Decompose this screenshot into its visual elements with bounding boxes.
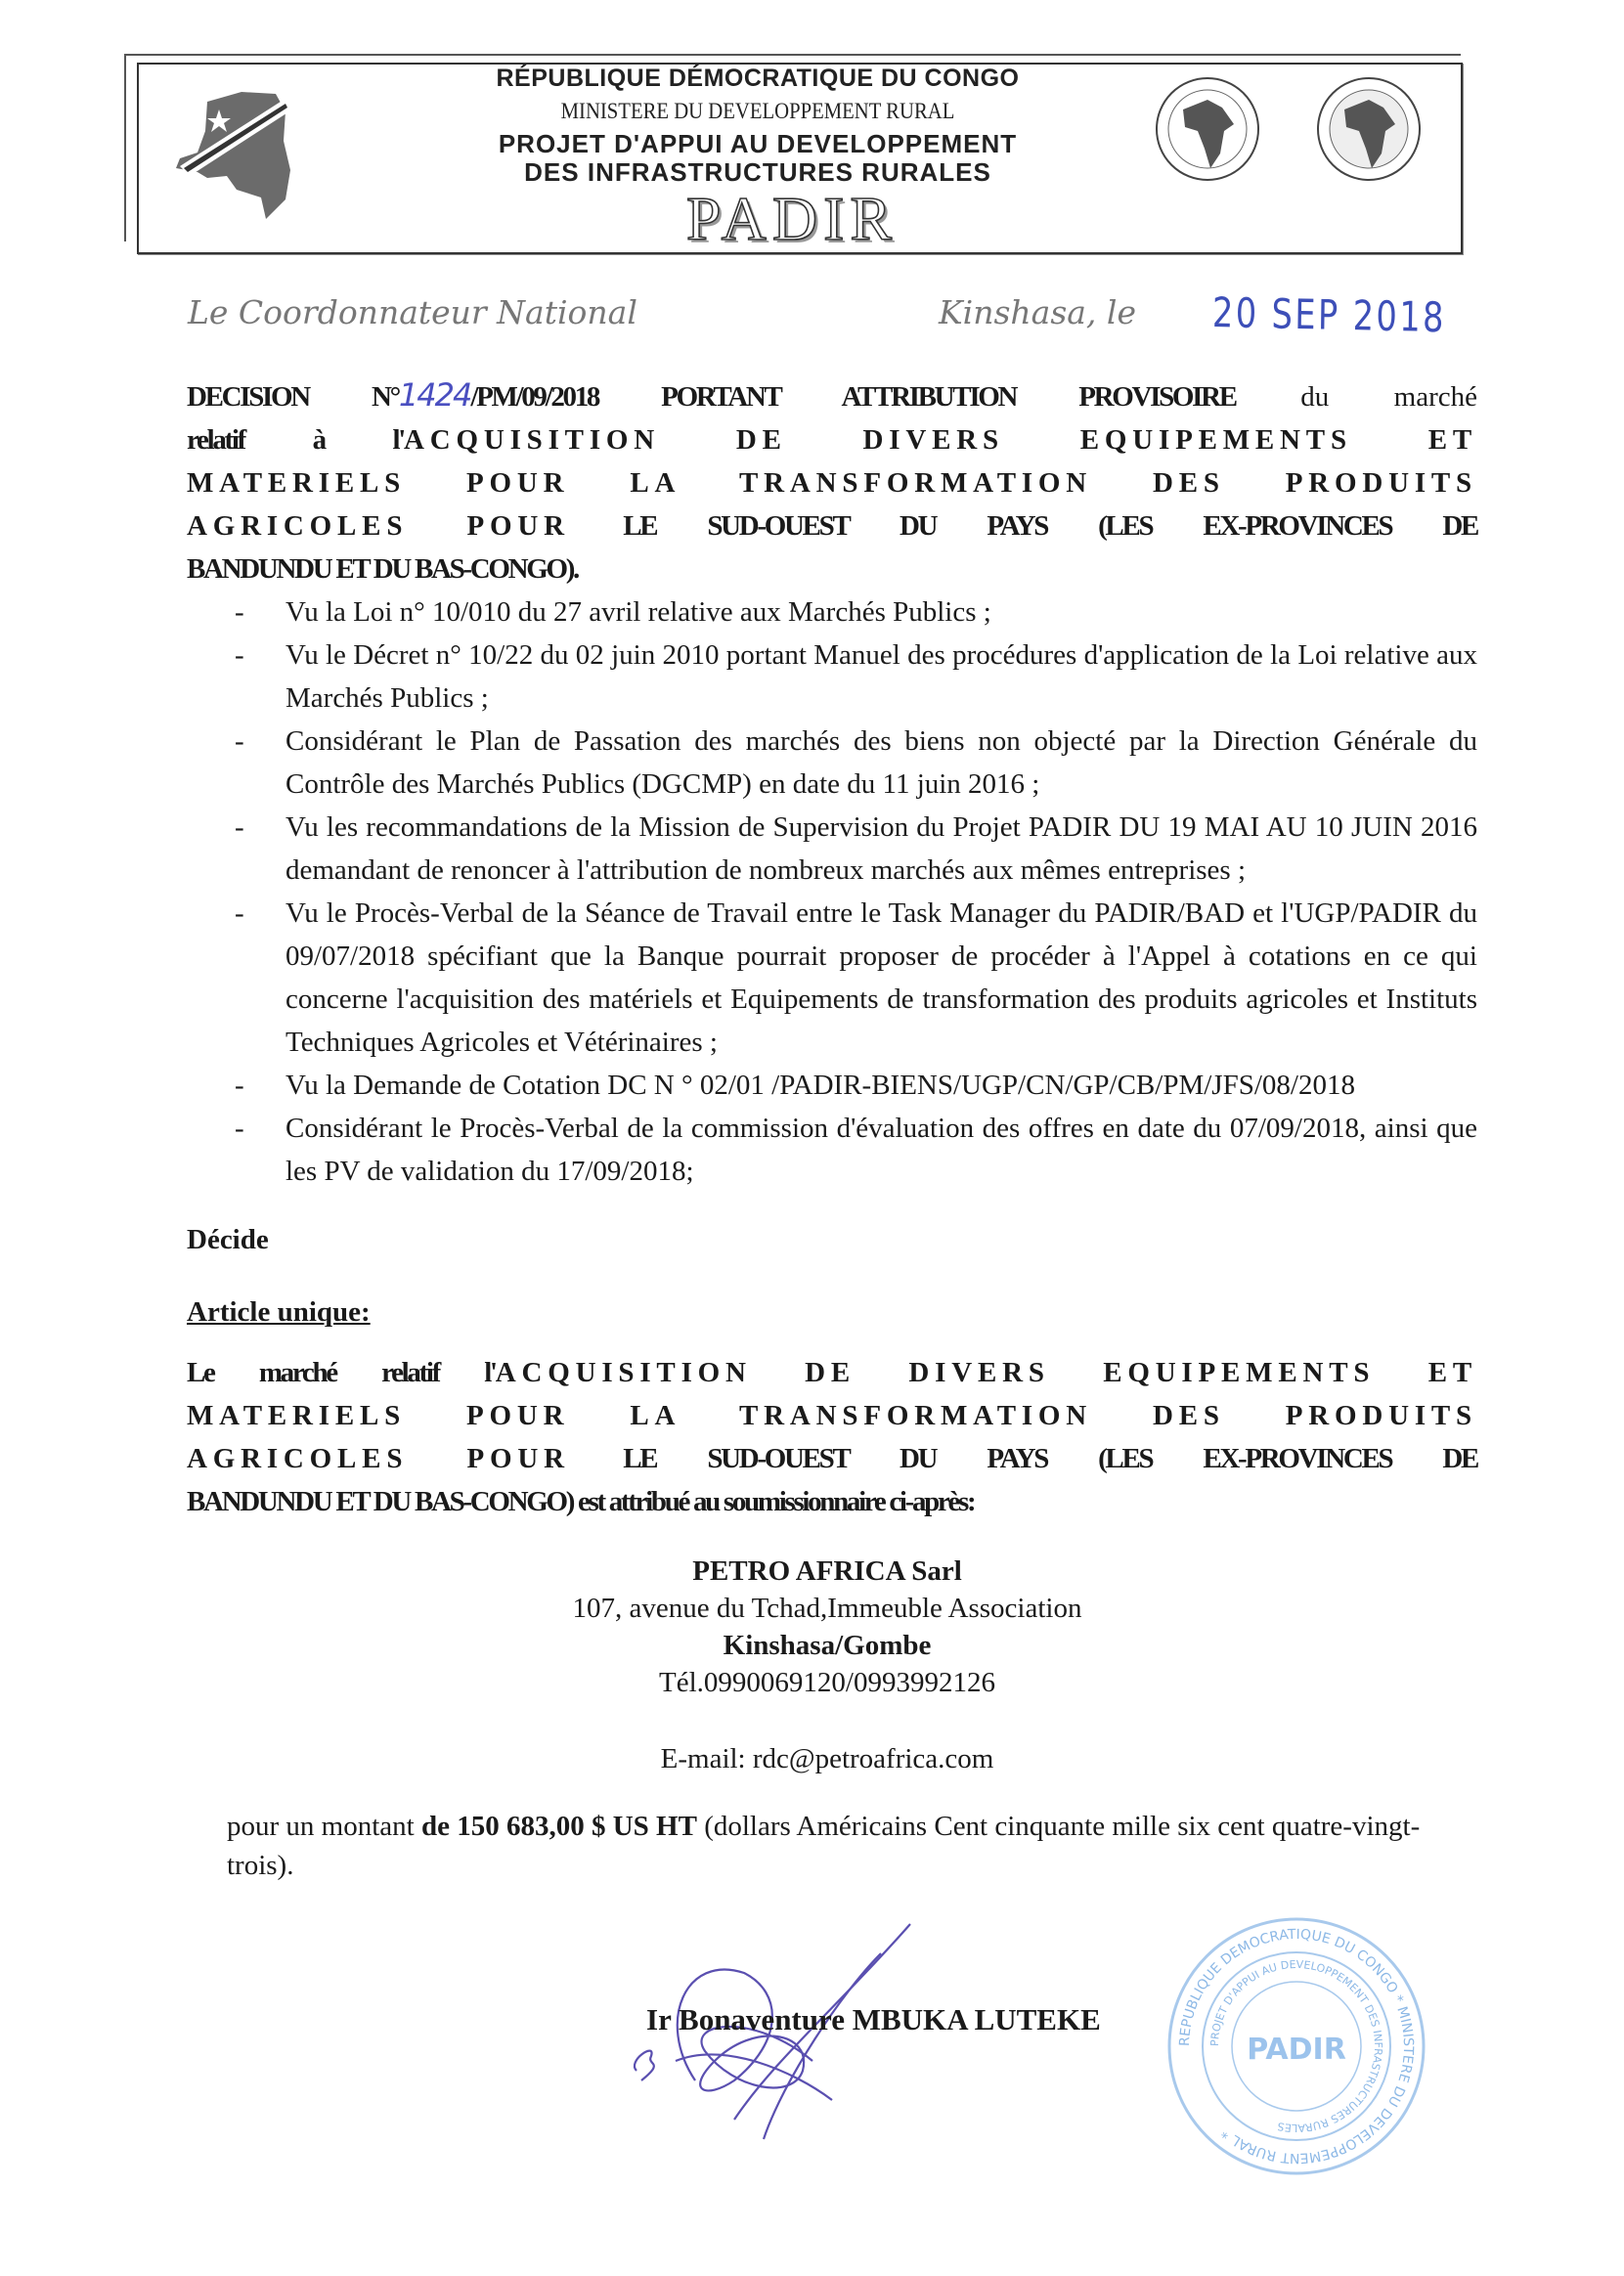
article-line2 bbox=[187, 1394, 1477, 1437]
date-stamp: 20 SEP 2018 bbox=[1211, 288, 1447, 342]
signature-block bbox=[187, 1914, 1477, 2168]
title-text: LE SUD-OUEST DU PAYS (LES EX-PROVINCES DE bbox=[623, 510, 1478, 542]
article-text: MATERIELS POUR LA TRANSFORMATION DES PRODUITS bbox=[187, 1400, 1477, 1431]
awardee-name: PETRO AFRICA Sarl bbox=[692, 1555, 962, 1587]
decision-title-line5 bbox=[187, 547, 1477, 591]
amount-words: (dollars Américains Cent cinquante mille six cent quatre-vingt-trois). bbox=[227, 1811, 1421, 1881]
decision-title-line3 bbox=[187, 461, 1477, 504]
awardee-email: E-mail: rdc@petroafrica.com bbox=[660, 1743, 994, 1774]
article-line4 bbox=[187, 1480, 1477, 1523]
considerations-list bbox=[235, 591, 1477, 1193]
drc-map-flag-logo bbox=[168, 82, 315, 229]
header-acronym-padir: PADIR bbox=[685, 184, 899, 253]
title-text: du marché bbox=[1235, 381, 1477, 413]
consideration-text: Vu la Loi n° 10/010 du 27 avril relative aux Marchés Publics ; bbox=[285, 596, 991, 628]
title-text: MATERIELS POUR LA TRANSFORMATION DES PRODUITS bbox=[187, 467, 1477, 499]
awardee-phone: Tél.0990069120/0993992126 bbox=[659, 1667, 995, 1698]
consideration-item: - Vu les recommandations de la Mission de Supervision du Projet PADIR DU 19 MAI AU 10 JUIN 2016 demandant de renoncer à l'attribution de nombreux marchés aux mêmes entreprises ; bbox=[235, 811, 1477, 886]
consideration-text: Vu les recommandations de la Mission de Supervision du Projet PADIR DU 19 MAI AU 10 JUIN 2016 demandant de renoncer à l'attribution de nombreux marchés aux mêmes entreprises ; bbox=[285, 811, 1477, 886]
consideration-text: Considérant le Procès-Verbal de la commission d'évaluation des offres en date du 07/09/2018, ainsi que les PV de validation du 17/09/2018; bbox=[285, 1113, 1477, 1187]
article-text: Le marché relatif l' bbox=[187, 1357, 496, 1388]
title-text: BANDUNDU ET DU BAS-CONGO). bbox=[187, 553, 578, 585]
stamp-center-text: PADIR bbox=[1247, 2033, 1346, 2067]
amount-prefix: pour un montant bbox=[227, 1811, 421, 1842]
consideration-item: - Considérant le Plan de Passation des marchés des biens non objecté par la Direction Générale du Contrôle des Marchés Publics (DGCMP) en date du 11 juin 2016 ; bbox=[235, 725, 1477, 800]
article-text: LE SUD-OUEST DU PAYS (LES EX-PROVINCES DE bbox=[623, 1443, 1478, 1474]
stamp-inner-text: PROJET D'APPUI AU DEVELOPPEMENT DES INFRASTRUCTURES RURALES bbox=[1207, 1957, 1385, 2135]
article-text: ACQUISITION DE DIVERS EQUIPEMENTS ET bbox=[495, 1357, 1477, 1388]
consideration-item: - Vu la Demande de Cotation DC N ° 02/01 /PADIR-BIENS/UGP/CN/GP/CB/PM/JFS/08/2018 bbox=[235, 1070, 1355, 1101]
article-line3 bbox=[187, 1437, 1477, 1480]
consideration-item: - Vu la Loi n° 10/010 du 27 avril relative aux Marchés Publics ; bbox=[235, 596, 991, 628]
consideration-item: - Vu le Procès-Verbal de la Séance de Travail entre le Task Manager du PADIR/BAD et l'UGP/PADIR du 09/07/2018 spécifiant que la Banque pourrait proposer de procéder à l'Appel à cotations en ce qui concerne l'acquisition des matériels et Equipements de transformation des produits agricoles et Instituts Techniques Agricoles et Vétérinaires ; bbox=[235, 897, 1477, 1058]
title-text: AGRICOLES POUR bbox=[187, 510, 570, 542]
decision-title-line2 bbox=[187, 418, 1477, 461]
article-line1 bbox=[187, 1351, 1477, 1394]
decision-title-line4 bbox=[187, 504, 1477, 547]
afdb-logos bbox=[1154, 70, 1437, 188]
header-project-line2: DES INFRASTRUCTURES RURALES bbox=[524, 157, 991, 187]
consideration-text: Vu le Décret n° 10/22 du 02 juin 2010 portant Manuel des procédures d'application de la Loi relative aux Marchés Publics ; bbox=[285, 639, 1477, 714]
title-text: ACQUISITION DE DIVERS EQUIPEMENTS ET bbox=[403, 424, 1477, 456]
decide-heading: Décide bbox=[187, 1224, 269, 1255]
decision-ref: /PM/09/2018 PORTANT ATTRIBUTION PROVISOIRE bbox=[470, 381, 1236, 413]
signatory-title: Le Coordonnateur National bbox=[188, 293, 637, 331]
consideration-item: - Considérant le Procès-Verbal de la commission d'évaluation des offres en date du 07/09/2018, ainsi que les PV de validation du 17/09/2018; bbox=[235, 1113, 1477, 1187]
consideration-text: Vu la Demande de Cotation DC N ° 02/01 /PADIR-BIENS/UGP/CN/GP/CB/PM/JFS/08/2018 bbox=[285, 1070, 1355, 1101]
awardee-address: 107, avenue du Tchad,Immeuble Association bbox=[572, 1593, 1082, 1624]
consideration-item: - Vu le Décret n° 10/22 du 02 juin 2010 portant Manuel des procédures d'application de la Loi relative aux Marchés Publics ; bbox=[235, 639, 1477, 714]
article-text: BANDUNDU ET DU BAS-CONGO) est attribué au soumissionnaire ci-après: bbox=[187, 1486, 975, 1517]
afdb-logo-french bbox=[1157, 78, 1258, 180]
decision-number-label: DECISION N° bbox=[187, 381, 399, 413]
decision-number-handwritten: 1424 bbox=[398, 376, 471, 414]
header-ministry: MINISTERE DU DEVELOPPEMENT RURAL bbox=[560, 99, 955, 123]
header-country: RÉPUBLIQUE DÉMOCRATIQUE DU CONGO bbox=[496, 65, 1020, 92]
header-project-line1: PROJET D'APPUI AU DEVELOPPEMENT bbox=[498, 129, 1018, 158]
article-heading: Article unique: bbox=[187, 1296, 371, 1328]
decision-title-line1 bbox=[187, 373, 1477, 418]
consideration-text: Considérant le Plan de Passation des marchés des biens non objecté par la Direction Générale du Contrôle des Marchés Publics (DGCMP) en date du 11 juin 2016 ; bbox=[285, 725, 1477, 800]
signatory-name: Ir Bonaventure MBUKA LUTEKE bbox=[646, 2002, 1101, 2036]
stamp-outer-text: REPUBLIQUE DEMOCRATIQUE DU CONGO * MINISTERE DU DEVELOPPEMENT RURAL * bbox=[1176, 1926, 1417, 2167]
title-text: relatif à l' bbox=[187, 424, 404, 456]
amount-paragraph bbox=[227, 1807, 1477, 1885]
awardee-city: Kinshasa/Gombe bbox=[723, 1630, 932, 1661]
place-label: Kinshasa, le bbox=[939, 293, 1136, 331]
document-body bbox=[187, 373, 1477, 2168]
afdb-logo-english bbox=[1318, 78, 1420, 180]
consideration-text: Vu le Procès-Verbal de la Séance de Travail entre le Task Manager du PADIR/BAD et l'UGP/PADIR du 09/07/2018 spécifiant que la Banque pourrait proposer de procéder à l'Appel à cotations en ce qui concerne l'acquisition des matériels et Equipements de transformation des produits agricoles et Instituts Techniques Agricoles et Vétérinaires ; bbox=[285, 897, 1477, 1058]
official-stamp bbox=[1164, 1914, 1428, 2178]
article-text: AGRICOLES POUR bbox=[187, 1443, 570, 1474]
amount-value: de 150 683,00 $ US HT bbox=[420, 1811, 697, 1842]
